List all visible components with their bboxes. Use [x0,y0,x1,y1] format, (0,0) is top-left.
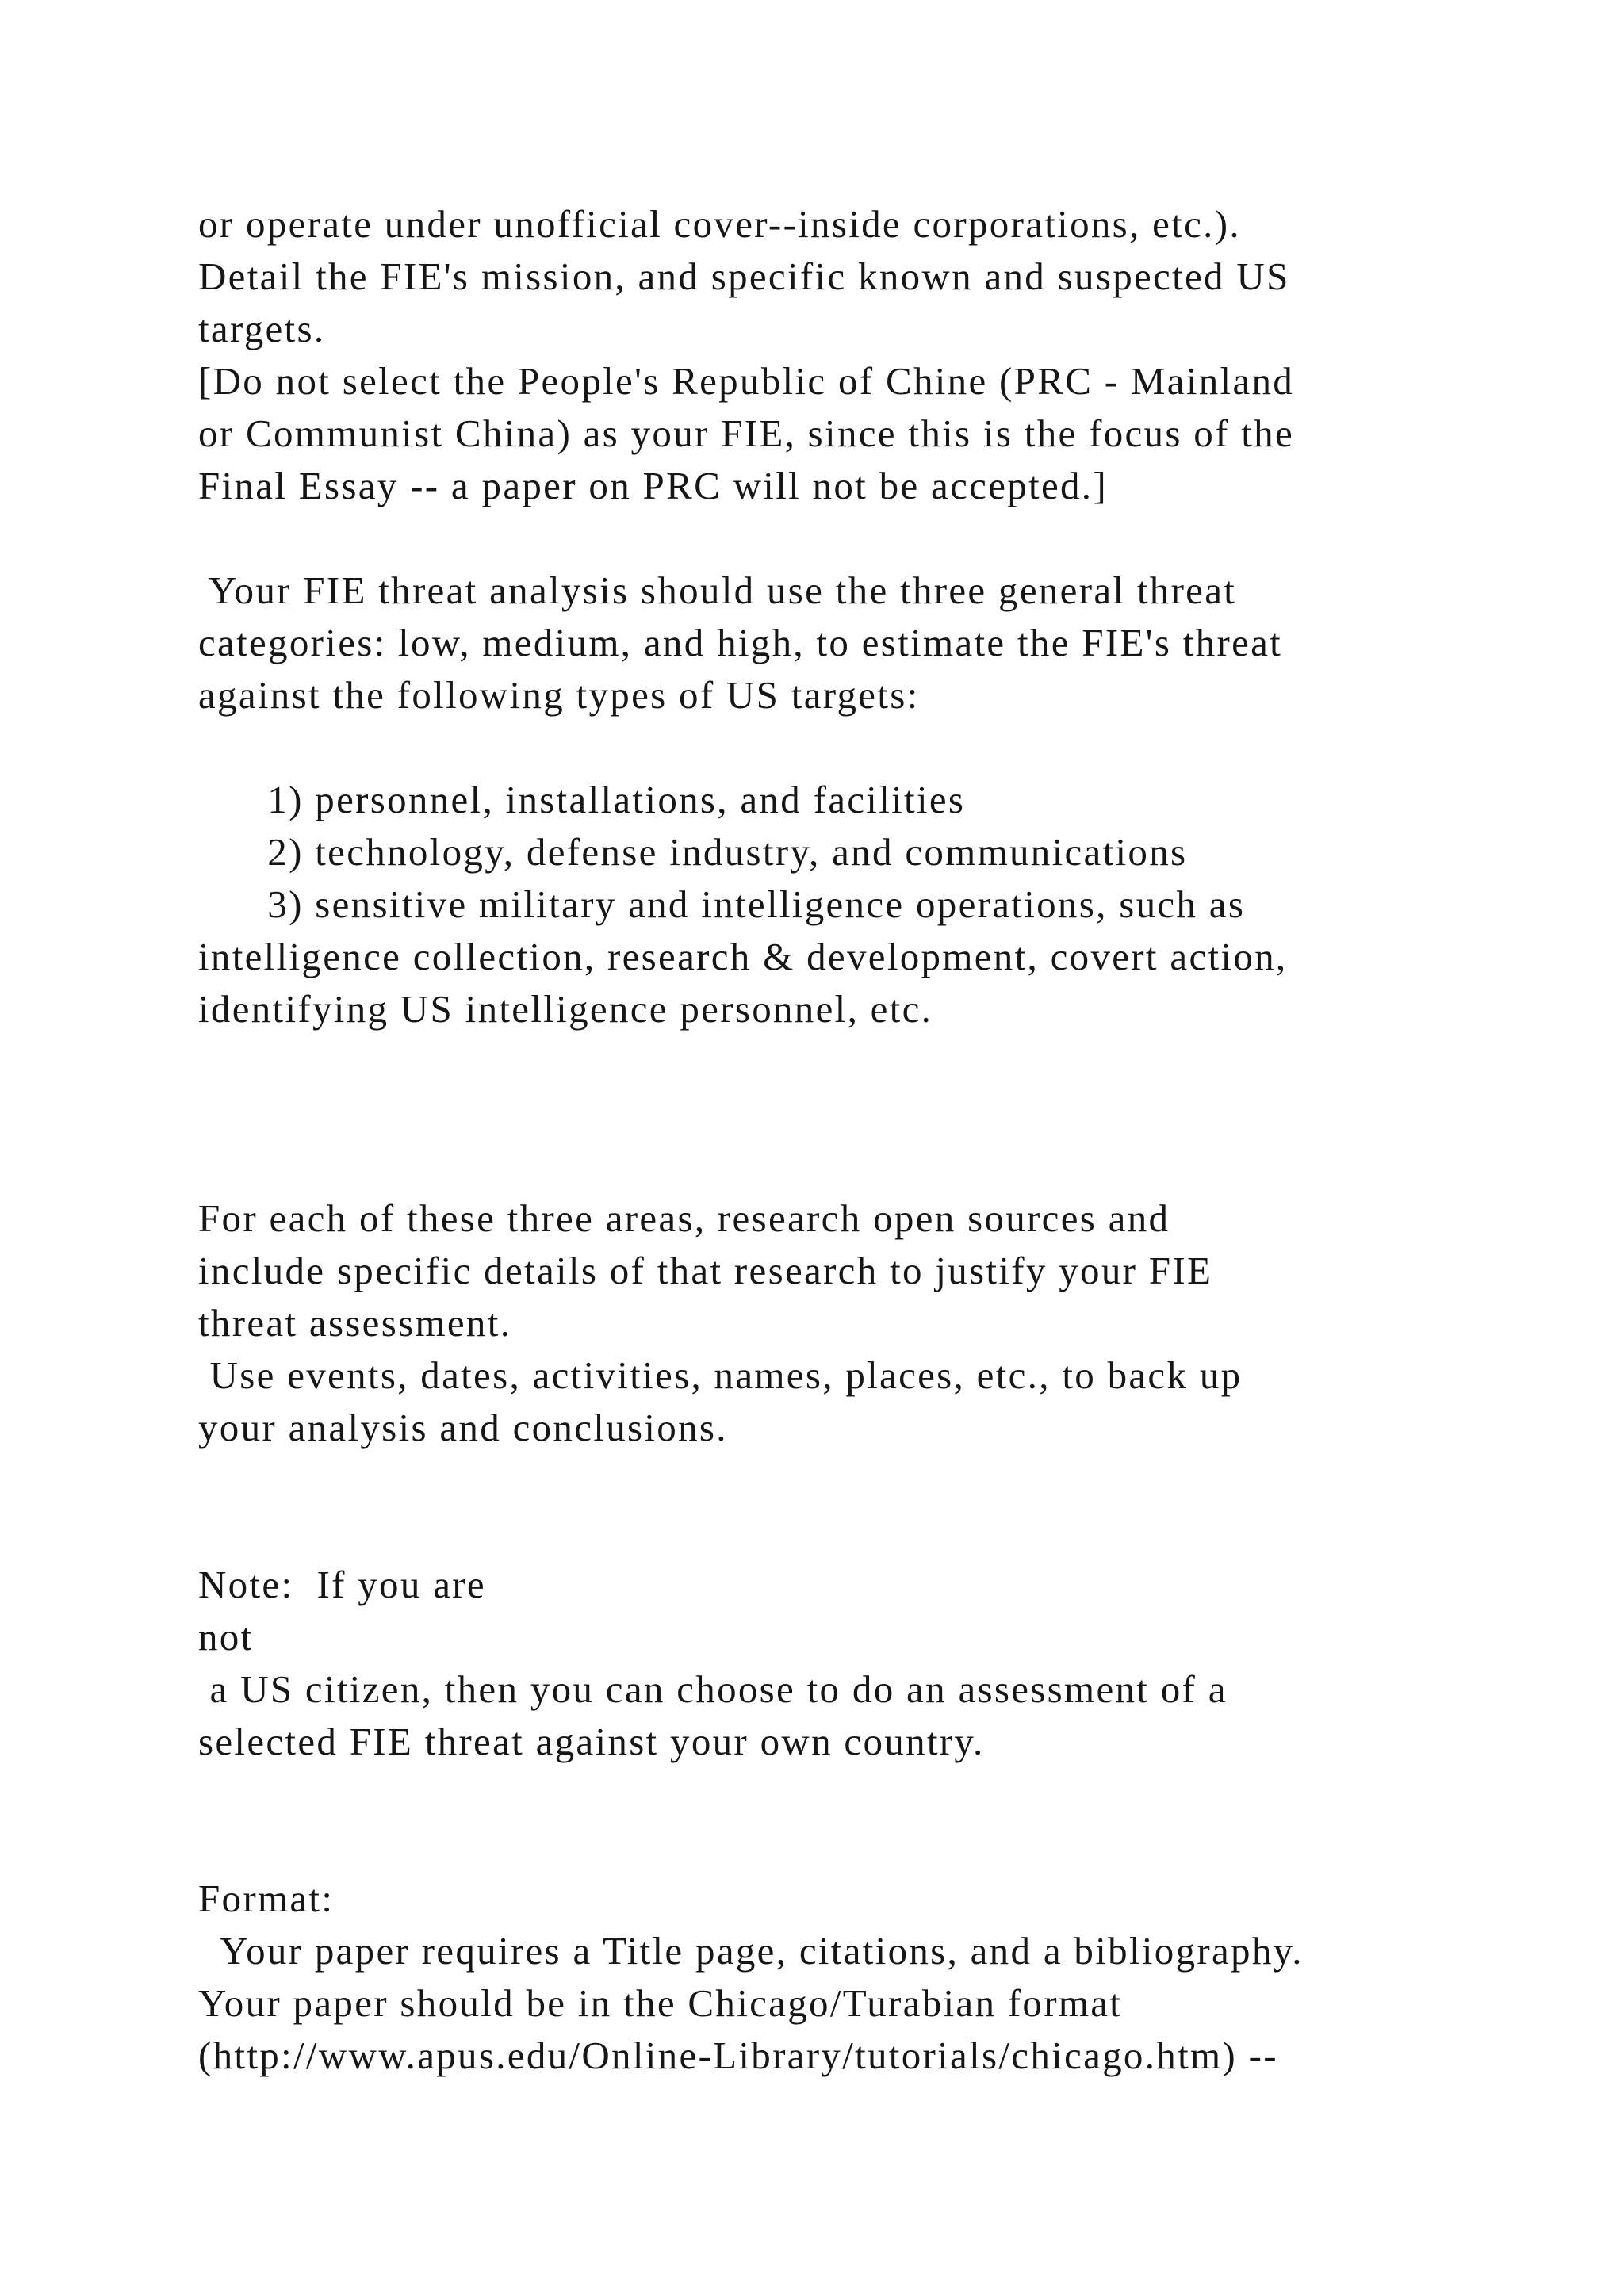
list-item: 1) personnel, installations, and facilities [198,778,966,821]
text-line: Your paper requires a Title page, citations, and a bibliography. [198,1929,1304,1973]
text-line: include specific details of that research to justify your FIE [198,1249,1213,1292]
text-line: a US citizen, then you can choose to do an assessment of a [198,1667,1228,1711]
text-line: Detail the FIE's mission, and specific known and suspected US [198,254,1290,298]
text-line: Format: [198,1877,335,1920]
text-line: or operate under unofficial cover--inside corporations, etc.). [198,202,1241,246]
text-line: [Do not select the People's Republic of Chine (PRC - Mainland [198,359,1295,403]
text-line: threat assessment. [198,1301,512,1345]
text-line: intelligence collection, research & development, covert action, [198,935,1288,978]
text-line: (http://www.apus.edu/Online-Library/tutorials/chicago.htm) -- [198,2034,1278,2077]
text-line: against the following types of US targets: [198,673,920,717]
text-line: Use events, dates, activities, names, places, etc., to back up [198,1353,1243,1397]
text-line: your analysis and conclusions. [198,1406,728,1449]
list-item: 2) technology, defense industry, and communications [198,830,1188,874]
text-line: Note: If you are [198,1563,486,1606]
text-line: not [198,1615,254,1659]
text-line: selected FIE threat against your own country. [198,1720,985,1763]
list-item: 3) sensitive military and intelligence operations, such as [198,882,1246,926]
text-line: identifying US intelligence personnel, etc. [198,987,933,1031]
text-line: categories: low, medium, and high, to estimate the FIE's threat [198,621,1283,664]
text-line: For each of these three areas, research open sources and [198,1196,1170,1240]
text-line: targets. [198,307,326,350]
text-line: or Communist China) as your FIE, since this is the focus of the [198,411,1295,455]
text-line: Your FIE threat analysis should use the three general threat [198,568,1237,612]
text-line: Your paper should be in the Chicago/Turabian format [198,1981,1123,2025]
text-line: Final Essay -- a paper on PRC will not be accepted.] [198,464,1108,507]
